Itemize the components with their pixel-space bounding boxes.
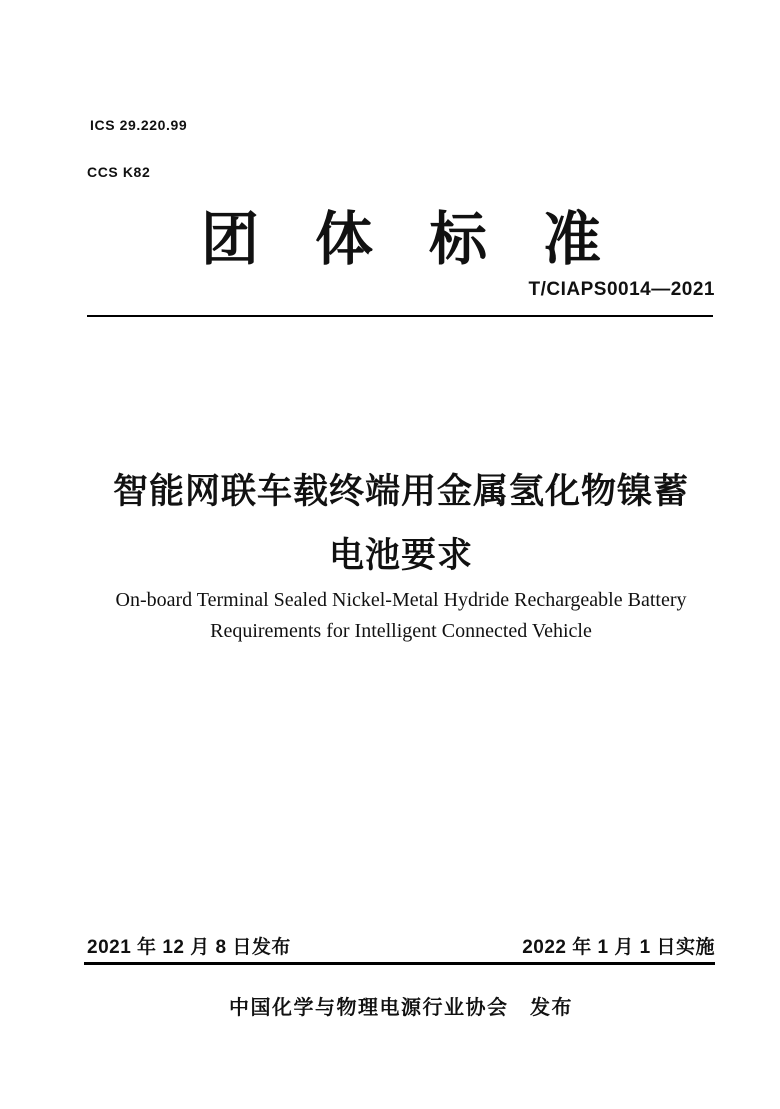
- document-type-heading: 团体标准: [200, 207, 657, 272]
- title-chinese-line1: 智能网联车载终端用金属氢化物镍蓄: [112, 472, 689, 511]
- title-english-line1: On-board Terminal Sealed Nickel-Metal Hydride Rechargeable Battery: [115, 589, 687, 611]
- ics-code: ICS 29.220.99: [90, 117, 188, 133]
- footer-divider-rule: [84, 962, 715, 965]
- standard-number: T/CIAPS0014—2021: [528, 279, 715, 300]
- header-divider-rule: [87, 315, 713, 317]
- ccs-code: CCS K82: [87, 163, 151, 180]
- issue-date: 2021 年 12 月 8 日发布: [87, 937, 291, 958]
- implement-date: 2022 年 1 月 1 日实施: [522, 937, 715, 958]
- title-chinese-line2: 电池要求: [328, 536, 473, 575]
- dates-row: [87, 932, 715, 959]
- title-english-line2: Requirements for Intelligent Connected Vehicle: [210, 620, 592, 642]
- publisher-line: 中国化学与物理电源行业协会 发布: [229, 997, 573, 1019]
- page-content: [87, 0, 715, 1109]
